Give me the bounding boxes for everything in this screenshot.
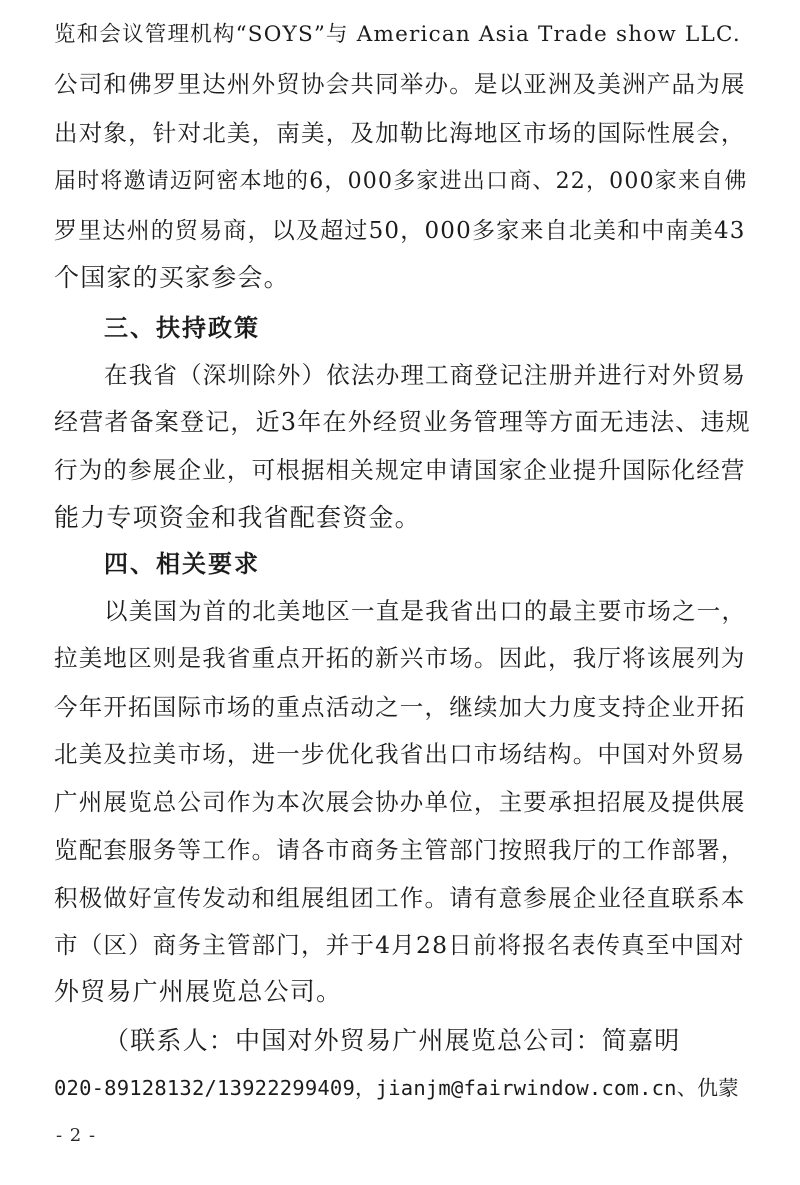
paragraph-line: 拉美地区则是我省重点开拓的新兴市场。因此，我厅将该展列为 [54, 644, 746, 672]
paragraph-line: 个国家的买家参会。 [54, 263, 290, 292]
paragraph-line: 能力专项资金和我省配套资金。 [54, 503, 421, 532]
paragraph-line: 市（区）商务主管部门，并于4月28日前将报名表传真至中国对 [54, 931, 745, 959]
paragraph-line: 出对象，针对北美，南美，及加勒比海地区市场的国际性展会， [54, 119, 746, 147]
paragraph-line: 届时将邀请迈阿密本地的6，000多家进出口商、22，000家来自佛 [54, 169, 748, 194]
paragraph-line: 广州展览总公司作为本次展会协办单位，主要承担招展及提供展 [54, 788, 746, 816]
page-number: - 2 - [56, 1125, 97, 1146]
paragraph-line: 览和会议管理机构“SOYS”与 American Asia Trade show LLC. [54, 22, 741, 47]
paragraph-line: 在我省（深圳除外）依法办理工商登记注册并进行对外贸易 [104, 361, 747, 389]
paragraph-line: 积极做好宣传发动和组展组团工作。请有意参展企业径直联系本 [54, 884, 746, 912]
section-heading: 三、扶持政策 [104, 314, 260, 342]
contact-line: 020-89128132/13922299409，jianjm@fairwindow.com.cn、仇蒙 [54, 1076, 739, 1100]
paragraph-line: 罗里达州的贸易商，以及超过50，000多家来自北美和中南美43 [54, 218, 746, 244]
paragraph-line: 北美及拉美市场，进一步优化我省出口市场结构。中国对外贸易 [54, 740, 746, 768]
contact-line: （联系人：中国对外贸易广州展览总公司：简嘉明 [104, 1026, 681, 1055]
paragraph-line: 经营者备案登记，近3年在外经贸业务管理等方面无违法、违规 [54, 408, 751, 436]
paragraph-line: 行为的参展企业，可根据相关规定申请国家企业提升国际化经营 [54, 456, 746, 484]
section-heading: 四、相关要求 [104, 550, 260, 578]
paragraph-line: 览配套服务等工作。请各市商务主管部门按照我厅的工作部署， [54, 836, 746, 864]
paragraph-line: 公司和佛罗里达州外贸协会共同举办。是以亚洲及美洲产品为展 [54, 70, 746, 98]
paragraph-line: 今年开拓国际市场的重点活动之一，继续加大力度支持企业开拓 [54, 693, 746, 721]
paragraph-line: 以美国为首的北美地区一直是我省出口的最主要市场之一， [104, 597, 747, 625]
paragraph-line: 外贸易广州展览总公司。 [54, 977, 343, 1006]
